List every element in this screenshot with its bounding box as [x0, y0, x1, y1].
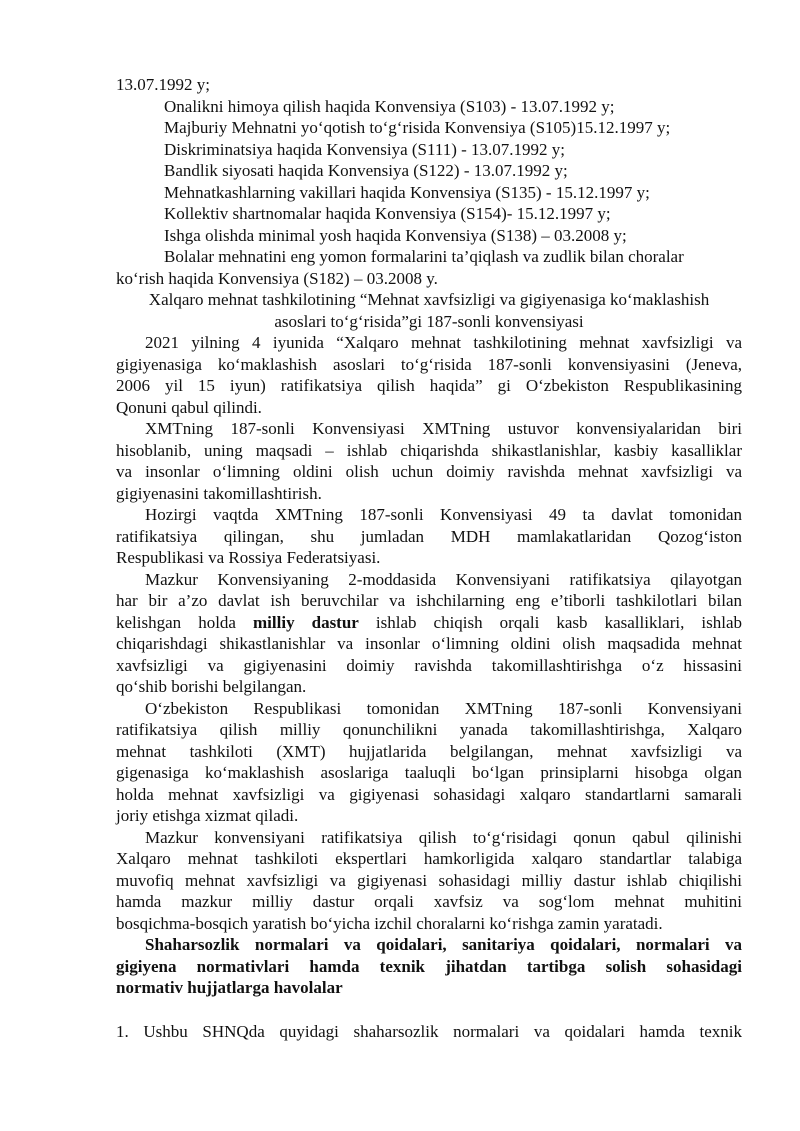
convention-item: Kollektiv shartnomalar haqida Konvensiya (S154)- 15.12.1997 y; — [164, 204, 611, 223]
text-line: 2006 yil 15 iyun) ratifikatsiya qilish haqida” gi O‘zbekiston Respublikasining — [116, 376, 742, 395]
bold-heading-line: normativ hujjatlarga havolalar — [116, 978, 343, 997]
bold-term: milliy dastur — [253, 612, 359, 632]
text-line: gigiyenasiga ko‘maklashish asoslari to‘g‘risida 187-sonli konvensiyasini (Jeneva, — [116, 354, 742, 374]
text-line: XMTning 187-sonli Konvensiyasi XMTning ustuvor konvensiyalaridan biri — [145, 419, 742, 438]
paragraph-6 — [116, 827, 742, 935]
convention-item: Bolalar mehnatini eng yomon formalarini ta’qiqlash va zudlik bilan choralar — [164, 247, 684, 266]
text-line: holda mehnat xavfsizligi va gigiyenasi sohasidagi xalqaro standartlarni samarali — [116, 784, 742, 804]
convention-list — [116, 96, 742, 290]
text-line: O‘zbekiston Respublikasi tomonidan XMTning 187-sonli Konvensiyani — [145, 698, 742, 718]
convention-item: Majburiy Mehnatni yo‘qotish to‘g‘risida Konvensiya (S105)15.12.1997 y; — [164, 118, 671, 137]
text-line: Mazkur konvensiyani ratifikatsiya qilish to‘g‘risidagi qonun qabul qilinishi — [145, 827, 742, 847]
date-line: 13.07.1992 y; — [116, 75, 210, 94]
convention-item: Onalikni himoya qilish haqida Konvensiya (S103) - 13.07.1992 y; — [164, 96, 615, 116]
paragraph-2 — [116, 418, 742, 504]
text-line: hamda mazkur milliy dastur orqali xavfsiz va sog‘lom mehnat muhitini — [116, 892, 742, 911]
convention-item: Diskriminatsiya haqida Konvensiya (S111) - 13.07.1992 y; — [164, 139, 566, 159]
blank-line — [116, 999, 742, 1021]
text-line: xavfsizligi va gigiyenasini doimiy ravishda takomillashtirishga o‘z hissasini — [116, 655, 742, 675]
text-line: chiqarishdagi shikastlanishlar va insonlar o‘limning oldini olish maqsadida mehnat — [116, 634, 742, 653]
text-segment: ishlab chiqish orqali kasb kasalliklari, ishlab — [358, 612, 742, 632]
convention-item: Bandlik siyosati haqida Konvensiya (S122) - 13.07.1992 y; — [164, 161, 568, 180]
heading-line: Xalqaro mehnat tashkilotining “Mehnat xavfsizligi va gigiyenasiga ko‘maklashish — [148, 290, 710, 309]
text-line: Mazkur Konvensiyaning 2-moddasida Konvensiyani ratifikatsiya qilayotgan — [145, 569, 742, 589]
bold-heading-line: gigiyena normativlari hamda texnik jihatdan tartibga solish sohasidagi — [116, 956, 742, 976]
text-line: Hozirgi vaqtda XMTning 187-sonli Konvensiyasi 49 ta davlat tomonidan — [145, 505, 742, 524]
convention-item: Mehnatkashlarning vakillari haqida Konvensiya (S135) - 15.12.1997 y; — [164, 182, 650, 202]
text-line: har bir a’zo davlat ish beruvchilar va ishchilarning eng e’tiborli tashkilotlari bilan — [116, 591, 742, 610]
convention-item-continuation: ko‘rish haqida Konvensiya (S182) – 03.2008 y. — [116, 268, 438, 288]
text-line: gigenasiga ko‘maklashish asoslariga taaluqli bo‘lgan prinsiplarni hisobga olgan — [116, 763, 742, 782]
text-line: qo‘shib borishi belgilangan. — [116, 677, 307, 696]
paragraph-5 — [116, 698, 742, 827]
paragraph-4 — [116, 569, 742, 698]
text-line: Qonuni qabul qilindi. — [116, 397, 262, 417]
text-line: muvofiq mehnat xavfsizligi va gigiyenasi sohasidagi milliy dastur ishlab chiqilishi — [116, 870, 742, 890]
text-line: 2021 yilning 4 iyunida “Xalqaro mehnat tashkilotining mehnat xavfsizligi va — [145, 333, 742, 352]
text-line: mehnat tashkiloti (XMT) hujjatlarida belgilangan, mehnat xavfsizligi va — [116, 741, 742, 761]
text-line: gigiyenasini takomillashtirish. — [116, 483, 322, 503]
text-line: ratifikatsiya qilish milliy qonunchilikni yanada takomillashtirishga, Xalqaro — [116, 720, 742, 739]
text-line: va insonlar o‘limning oldini olish uchun doimiy ravishda mehnat xavfsizligi va — [116, 462, 742, 481]
paragraph-3 — [116, 504, 742, 569]
section-heading — [116, 289, 742, 332]
text-line: joriy etishga xizmat qiladi. — [116, 806, 299, 825]
bold-section-heading — [116, 934, 742, 999]
text-line: Xalqaro mehnat tashkiloti ekspertlari hamkorligida xalqaro standartlar talabiga — [116, 849, 742, 868]
text-line: bosqichma-bosqich yaratish bo‘yicha izchil choralarni ko‘rishga zamin yaratadi. — [116, 913, 663, 933]
document-page — [116, 74, 742, 1042]
text-line: hisoblanib, uning maqsadi – ishlab chiqarishda shikastlanishlar, kasbiy kasalliklar — [116, 440, 742, 460]
paragraph-1 — [116, 332, 742, 418]
heading-line: asoslari to‘g‘risida”gi 187-sonli konvensiyasi — [274, 311, 584, 331]
bold-heading-line: Shaharsozlik normalari va qoidalari, sanitariya qoidalari, normalari va — [145, 935, 742, 954]
numbered-item: 1. Ushbu SHNQda quyidagi shaharsozlik normalari va qoidalari hamda texnik — [116, 1021, 742, 1041]
text-line: ratifikatsiya qilingan, shu jumladan MDH mamlakatlaridan Qozog‘iston — [116, 526, 742, 546]
text-segment: kelishgan holda — [116, 612, 254, 632]
convention-item: Ishga olishda minimal yosh haqida Konvensiya (S138) – 03.2008 y; — [164, 225, 627, 245]
text-line — [116, 612, 742, 634]
text-line: Respublikasi va Rossiya Federatsiyasi. — [116, 548, 381, 567]
